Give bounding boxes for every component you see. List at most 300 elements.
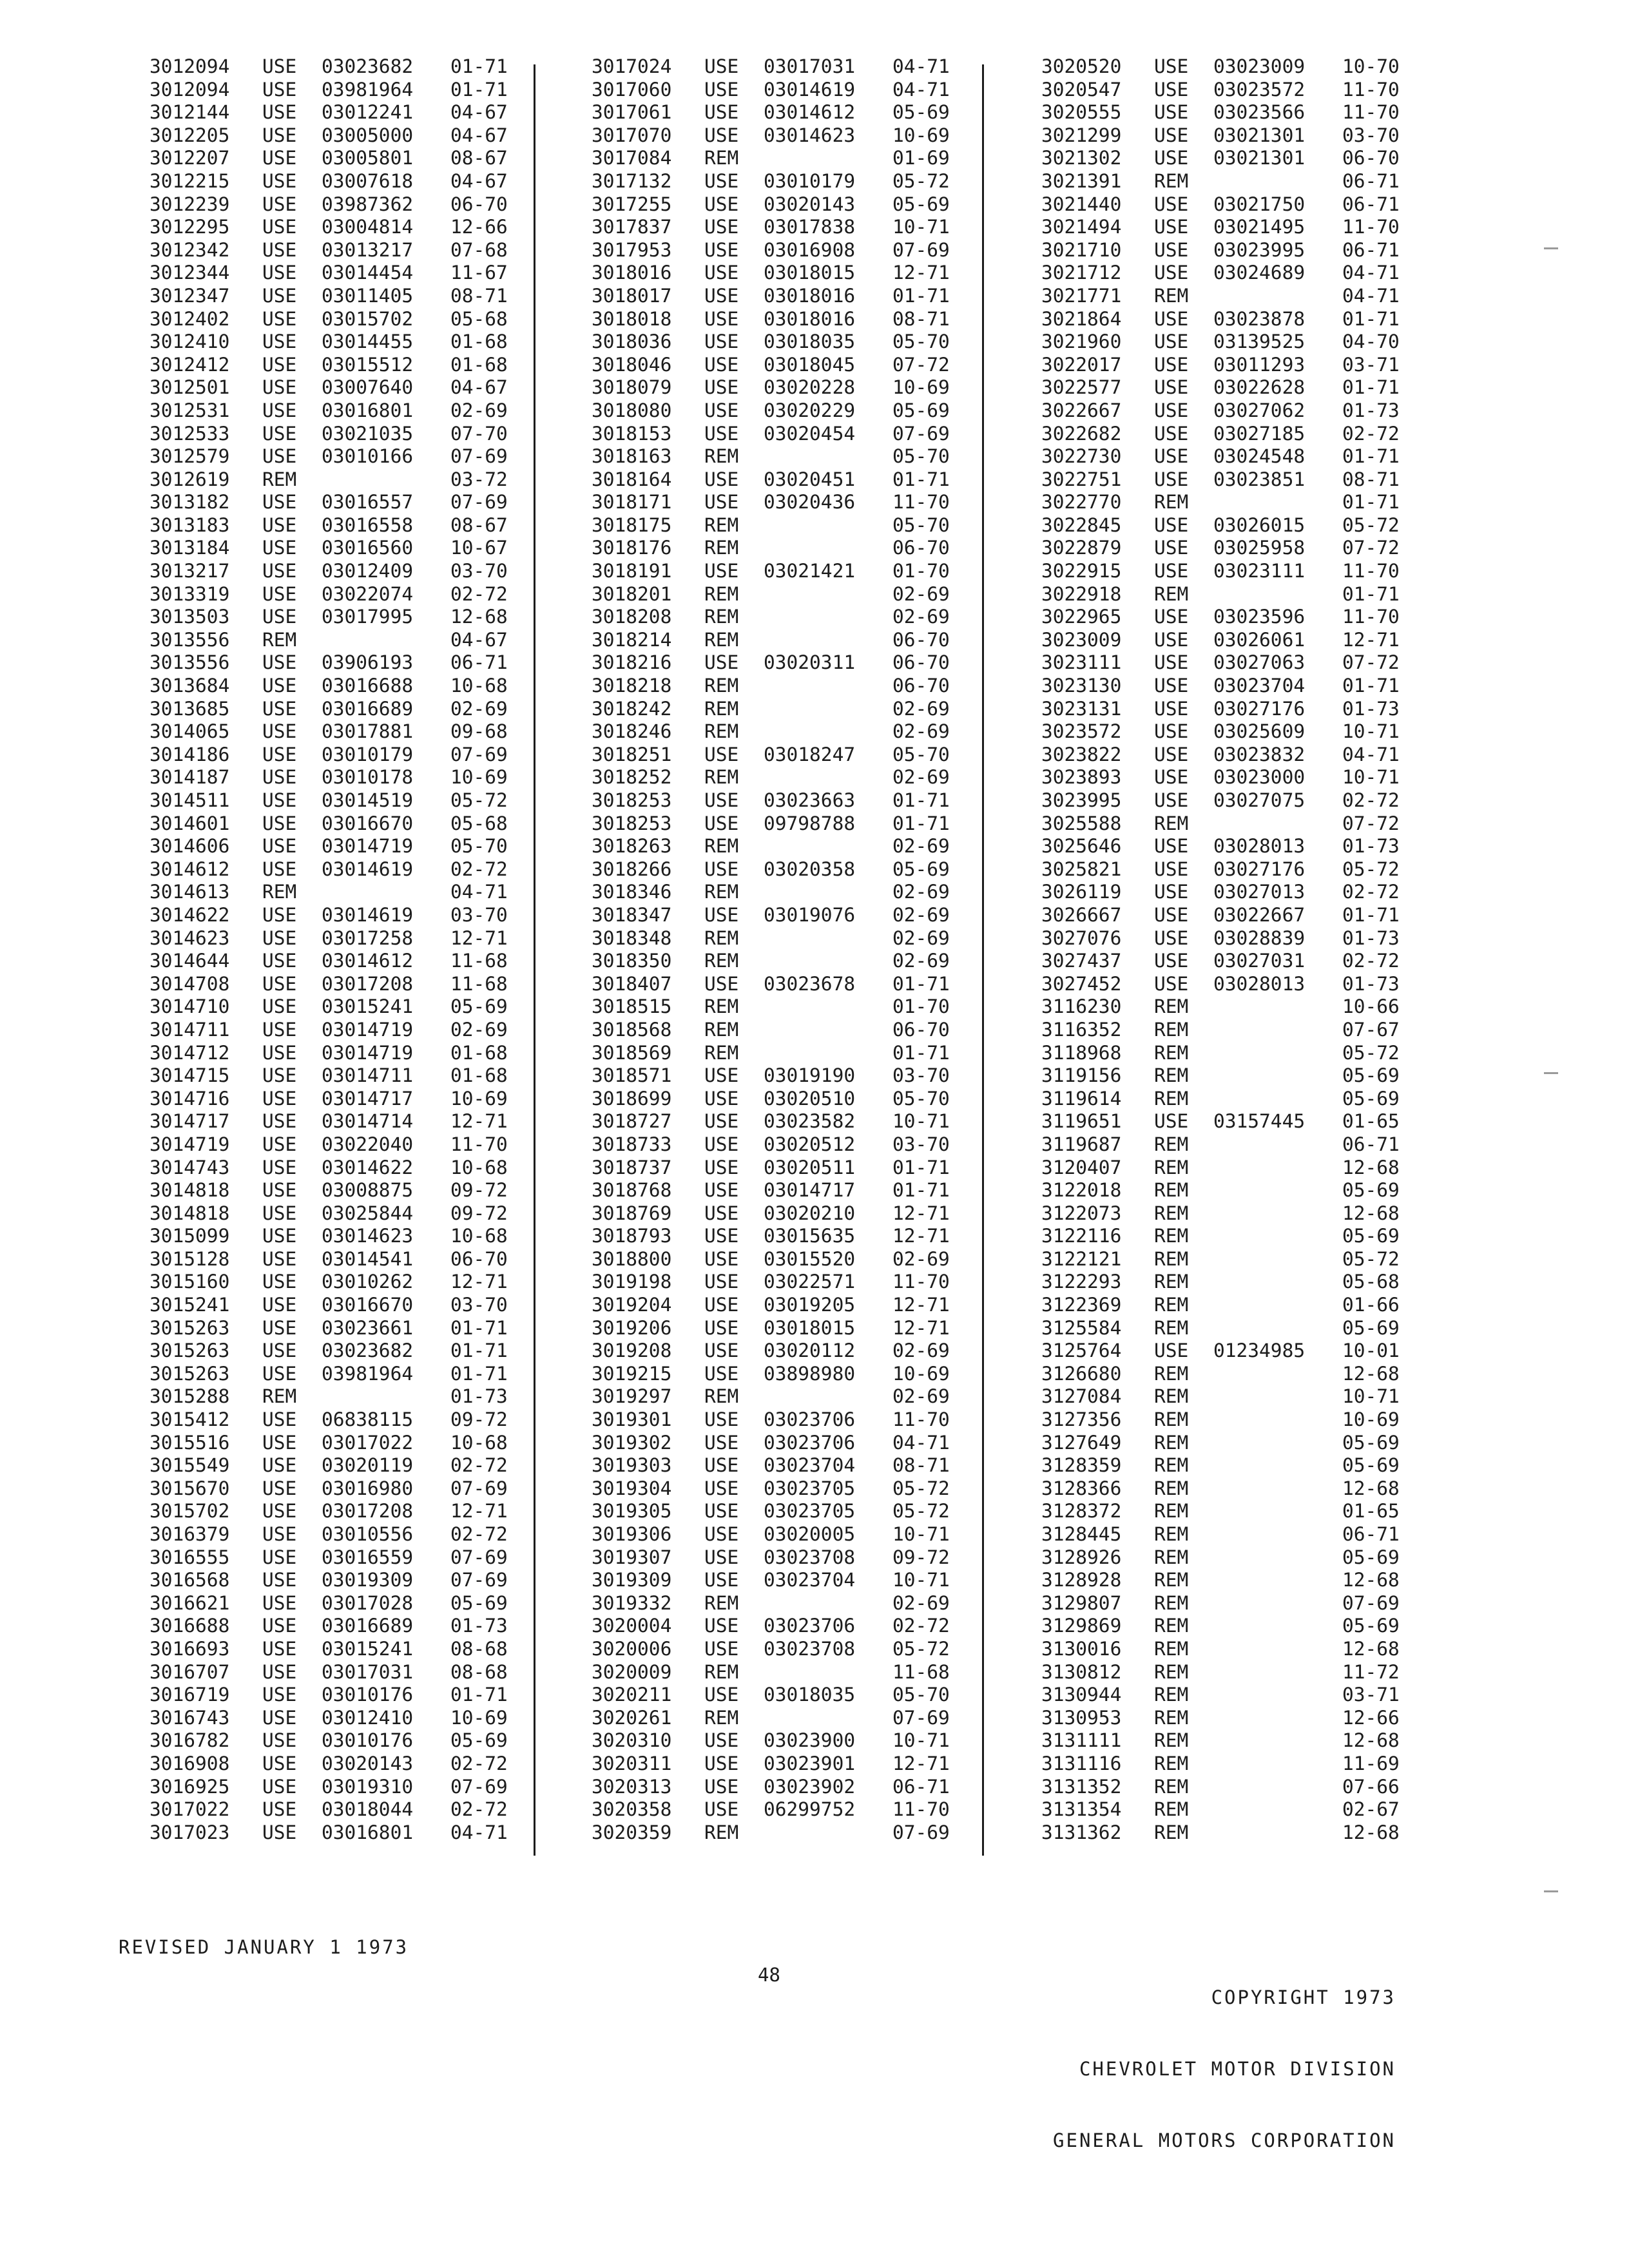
part-row: [592, 606, 963, 629]
part-row: [592, 766, 963, 789]
part-number: 3019305: [592, 1500, 672, 1523]
part-number: 3016782: [149, 1729, 230, 1752]
replacement-number: 03014714: [322, 1110, 414, 1133]
replacement-number: 03017995: [322, 606, 414, 628]
part-number: 3018046: [592, 353, 672, 376]
date-code: 11-70: [1342, 606, 1400, 628]
date-code: 10-69: [892, 376, 950, 399]
date-code: 07-72: [1342, 651, 1400, 674]
part-row: [149, 170, 521, 193]
action-code: REM: [262, 628, 297, 651]
part-number: 3023995: [1041, 789, 1122, 811]
part-row: [592, 1569, 963, 1592]
part-row: [149, 239, 521, 262]
action-code: USE: [1154, 147, 1189, 169]
part-row: [149, 1661, 521, 1684]
action-code: USE: [1154, 537, 1189, 559]
replacement-number: 03016689: [322, 697, 414, 720]
part-number: 3018768: [592, 1179, 672, 1202]
action-code: USE: [262, 972, 297, 995]
action-code: USE: [262, 238, 297, 261]
date-code: 12-71: [892, 1752, 950, 1774]
part-number: 3016707: [149, 1660, 230, 1683]
action-code: REM: [704, 1591, 739, 1614]
date-code: 06-70: [892, 675, 950, 697]
part-number: 3014623: [149, 927, 230, 949]
part-row: [1041, 468, 1413, 492]
part-number: 3023822: [1041, 743, 1122, 765]
action-code: USE: [704, 169, 739, 192]
part-number: 3128372: [1041, 1500, 1122, 1523]
replacement-number: 03025958: [1213, 537, 1306, 559]
action-code: USE: [704, 1752, 739, 1774]
part-number: 3131111: [1041, 1729, 1122, 1752]
part-number: 3022751: [1041, 468, 1122, 490]
action-code: REM: [1154, 1064, 1189, 1087]
action-code: REM: [704, 606, 739, 628]
parts-column-2: [592, 55, 963, 1844]
part-number: 3014187: [149, 766, 230, 789]
action-code: USE: [704, 331, 739, 353]
replacement-number: 03018044: [322, 1798, 414, 1821]
action-code: REM: [1154, 1133, 1189, 1155]
part-number: 3014715: [149, 1064, 230, 1087]
part-number: 3018569: [592, 1041, 672, 1064]
part-number: 3023009: [1041, 628, 1122, 651]
replacement-number: 03018045: [764, 353, 856, 376]
date-code: 02-69: [892, 927, 950, 949]
action-code: USE: [1154, 353, 1189, 376]
part-number: 3019208: [592, 1340, 672, 1362]
part-row: [1041, 354, 1413, 377]
date-code: 02-72: [892, 1615, 950, 1637]
parts-column-1: [149, 55, 521, 1844]
date-code: 02-72: [450, 858, 508, 880]
date-code: 05-69: [892, 399, 950, 421]
replacement-number: 03023901: [764, 1752, 856, 1774]
replacement-number: 03020511: [764, 1156, 856, 1178]
part-row: [1041, 216, 1413, 239]
date-code: 12-71: [450, 1271, 508, 1293]
action-code: REM: [1154, 284, 1189, 307]
part-number: 3127649: [1041, 1431, 1122, 1454]
part-row: [592, 1179, 963, 1202]
date-code: 10-71: [1342, 720, 1400, 743]
date-code: 04-71: [1342, 743, 1400, 765]
part-row: [1041, 904, 1413, 927]
part-number: 3019198: [592, 1271, 672, 1293]
replacement-number: 03017028: [322, 1591, 414, 1614]
date-code: 11-70: [892, 491, 950, 514]
part-number: 3125764: [1041, 1340, 1122, 1362]
part-row: [149, 973, 521, 996]
date-code: 10-71: [1342, 1385, 1400, 1408]
date-code: 05-70: [450, 835, 508, 858]
action-code: USE: [1154, 927, 1189, 949]
part-number: 3116230: [1041, 995, 1122, 1018]
date-code: 01-73: [450, 1615, 508, 1637]
date-code: 01-71: [892, 789, 950, 811]
part-row: [149, 1133, 521, 1157]
part-number: 3018727: [592, 1110, 672, 1133]
margin-mark: [1544, 247, 1558, 249]
replacement-number: 03020228: [764, 376, 856, 399]
date-code: 12-68: [1342, 1729, 1400, 1752]
part-number: 3015263: [149, 1340, 230, 1362]
date-code: 04-67: [450, 169, 508, 192]
action-code: REM: [1154, 1316, 1189, 1339]
part-number: 3018164: [592, 468, 672, 490]
date-code: 03-72: [450, 468, 508, 490]
part-row: [149, 376, 521, 399]
part-number: 3018191: [592, 560, 672, 582]
date-code: 04-71: [892, 55, 950, 77]
part-row: [149, 1202, 521, 1225]
part-row: [1041, 1776, 1413, 1799]
replacement-number: 03020143: [764, 193, 856, 215]
replacement-number: 03023705: [764, 1477, 856, 1499]
date-code: 01-71: [892, 1179, 950, 1202]
part-row: [1041, 1707, 1413, 1730]
part-number: 3025588: [1041, 812, 1122, 834]
date-code: 11-69: [1342, 1752, 1400, 1774]
action-code: REM: [262, 468, 297, 490]
date-code: 02-72: [1342, 881, 1400, 903]
date-code: 07-69: [892, 422, 950, 445]
action-code: REM: [1154, 1729, 1189, 1752]
action-code: USE: [262, 1546, 297, 1568]
part-row: [1041, 651, 1413, 675]
date-code: 12-71: [450, 927, 508, 949]
action-code: USE: [704, 743, 739, 765]
part-row: [149, 399, 521, 423]
part-row: [592, 560, 963, 583]
date-code: 08-67: [450, 514, 508, 536]
column-divider: [982, 64, 984, 1856]
action-code: USE: [704, 1110, 739, 1133]
part-row: [149, 1753, 521, 1776]
part-number: 3018201: [592, 582, 672, 605]
part-row: [592, 675, 963, 698]
part-number: 3120407: [1041, 1156, 1122, 1178]
action-code: USE: [704, 1729, 739, 1752]
date-code: 06-71: [892, 1775, 950, 1798]
replacement-number: 03021421: [764, 560, 856, 582]
action-code: USE: [262, 1316, 297, 1339]
date-code: 01-65: [1342, 1110, 1400, 1133]
part-row: [592, 1523, 963, 1546]
part-row: [592, 1500, 963, 1523]
replacement-number: 03027031: [1213, 950, 1306, 972]
replacement-number: 03023708: [764, 1637, 856, 1660]
action-code: REM: [1154, 1706, 1189, 1729]
date-code: 01-68: [450, 1041, 508, 1064]
date-code: 05-72: [892, 169, 950, 192]
date-code: 10-01: [1342, 1340, 1400, 1362]
date-code: 11-70: [892, 1271, 950, 1293]
action-code: USE: [262, 1798, 297, 1821]
action-code: REM: [1154, 1798, 1189, 1821]
part-number: 3021712: [1041, 262, 1122, 284]
part-row: [592, 720, 963, 744]
action-code: USE: [262, 1408, 297, 1431]
date-code: 01-71: [892, 284, 950, 307]
action-code: USE: [704, 1477, 739, 1499]
part-row: [1041, 1340, 1413, 1363]
replacement-number: 03021750: [1213, 193, 1306, 215]
part-row: [149, 262, 521, 285]
part-row: [149, 1179, 521, 1202]
date-code: 07-69: [450, 1775, 508, 1798]
part-row: [592, 835, 963, 858]
part-number: 3014719: [149, 1133, 230, 1155]
action-code: USE: [704, 1294, 739, 1316]
part-row: [1041, 285, 1413, 308]
action-code: REM: [704, 1041, 739, 1064]
part-row: [149, 1798, 521, 1821]
part-row: [592, 170, 963, 193]
part-number: 3122018: [1041, 1179, 1122, 1202]
part-number: 3012402: [149, 307, 230, 330]
action-code: USE: [1154, 101, 1189, 124]
action-code: USE: [1154, 376, 1189, 399]
part-number: 3020311: [592, 1752, 672, 1774]
action-code: REM: [1154, 1500, 1189, 1523]
part-row: [149, 308, 521, 331]
date-code: 01-71: [892, 972, 950, 995]
action-code: USE: [704, 1798, 739, 1821]
part-row: [149, 698, 521, 721]
replacement-number: 03022667: [1213, 903, 1306, 926]
part-number: 3016555: [149, 1546, 230, 1568]
replacement-number: 03014717: [764, 1179, 856, 1202]
action-code: USE: [1154, 1110, 1189, 1133]
action-code: USE: [262, 606, 297, 628]
date-code: 02-69: [892, 1591, 950, 1614]
replacement-number: 03010556: [322, 1523, 414, 1545]
part-row: [1041, 973, 1413, 996]
replacement-number: 03024689: [1213, 262, 1306, 284]
action-code: USE: [262, 835, 297, 858]
date-code: 02-69: [892, 835, 950, 858]
replacement-number: 03026061: [1213, 628, 1306, 651]
replacement-number: 03010262: [322, 1271, 414, 1293]
date-code: 05-69: [1342, 1316, 1400, 1339]
replacement-number: 03987362: [322, 193, 414, 215]
replacement-number: 03023704: [1213, 675, 1306, 697]
replacement-number: 06299752: [764, 1798, 856, 1821]
part-row: [1041, 675, 1413, 698]
action-code: USE: [262, 78, 297, 101]
date-code: 06-70: [892, 1018, 950, 1041]
action-code: USE: [1154, 422, 1189, 445]
date-code: 04-70: [1342, 331, 1400, 353]
replacement-number: 03026015: [1213, 514, 1306, 536]
date-code: 11-67: [450, 262, 508, 284]
replacement-number: 03017031: [322, 1660, 414, 1683]
part-number: 3012412: [149, 353, 230, 376]
replacement-number: 03012241: [322, 101, 414, 124]
part-number: 3017070: [592, 124, 672, 146]
replacement-number: 03010178: [322, 766, 414, 789]
part-row: [592, 1271, 963, 1294]
replacement-number: 03906193: [322, 651, 414, 674]
replacement-number: 03005000: [322, 124, 414, 146]
date-code: 06-71: [1342, 193, 1400, 215]
replacement-number: 03022628: [1213, 376, 1306, 399]
action-code: USE: [262, 1500, 297, 1523]
part-row: [149, 1248, 521, 1271]
action-code: REM: [1154, 1569, 1189, 1591]
date-code: 01-71: [892, 1156, 950, 1178]
part-number: 3016688: [149, 1615, 230, 1637]
part-number: 3018017: [592, 284, 672, 307]
part-row: [149, 812, 521, 836]
replacement-number: 03014719: [322, 835, 414, 858]
part-row: [149, 1638, 521, 1661]
replacement-number: 03015520: [764, 1247, 856, 1270]
part-row: [1041, 79, 1413, 102]
action-code: REM: [1154, 1179, 1189, 1202]
part-number: 3026119: [1041, 881, 1122, 903]
action-code: USE: [1154, 193, 1189, 215]
part-row: [1041, 950, 1413, 973]
date-code: 02-69: [892, 766, 950, 789]
part-number: 3020211: [592, 1684, 672, 1706]
part-row: [1041, 147, 1413, 170]
date-code: 05-70: [892, 1684, 950, 1706]
part-number: 3122369: [1041, 1294, 1122, 1316]
part-number: 3022845: [1041, 514, 1122, 536]
date-code: 10-69: [892, 124, 950, 146]
part-number: 3023130: [1041, 675, 1122, 697]
part-number: 3016925: [149, 1775, 230, 1798]
date-code: 04-71: [450, 881, 508, 903]
part-row: [149, 537, 521, 560]
part-number: 3018348: [592, 927, 672, 949]
part-row: [1041, 1684, 1413, 1707]
part-row: [149, 147, 521, 170]
replacement-number: 03157445: [1213, 1110, 1306, 1133]
part-row: [1041, 376, 1413, 399]
replacement-number: 03018016: [764, 284, 856, 307]
date-code: 10-71: [892, 1110, 950, 1133]
part-number: 3014716: [149, 1087, 230, 1110]
part-number: 3014612: [149, 858, 230, 880]
part-number: 3018208: [592, 606, 672, 628]
part-number: 3026667: [1041, 903, 1122, 926]
date-code: 09-72: [450, 1179, 508, 1202]
replacement-number: 03007618: [322, 169, 414, 192]
action-code: REM: [1154, 1018, 1189, 1041]
action-code: USE: [262, 147, 297, 169]
part-row: [592, 1294, 963, 1317]
part-row: [149, 1500, 521, 1523]
part-number: 3022577: [1041, 376, 1122, 399]
part-number: 3012205: [149, 124, 230, 146]
part-row: [1041, 1385, 1413, 1408]
action-code: REM: [1154, 1546, 1189, 1568]
action-code: USE: [262, 399, 297, 421]
part-number: 3126680: [1041, 1362, 1122, 1385]
date-code: 10-68: [450, 675, 508, 697]
part-number: 3127084: [1041, 1385, 1122, 1408]
part-number: 3020547: [1041, 78, 1122, 101]
action-code: REM: [1154, 1615, 1189, 1637]
part-number: 3131362: [1041, 1821, 1122, 1843]
part-row: [1041, 262, 1413, 285]
action-code: USE: [704, 789, 739, 811]
part-number: 3018350: [592, 950, 672, 972]
replacement-number: 03027062: [1213, 399, 1306, 421]
part-row: [1041, 1363, 1413, 1386]
action-code: USE: [262, 1454, 297, 1477]
date-code: 02-72: [450, 1523, 508, 1545]
replacement-number: 03023706: [764, 1615, 856, 1637]
action-code: REM: [1154, 1202, 1189, 1224]
replacement-number: 03023566: [1213, 101, 1306, 124]
part-number: 3122121: [1041, 1247, 1122, 1270]
replacement-number: 03028013: [1213, 972, 1306, 995]
date-code: 08-68: [450, 1660, 508, 1683]
part-row: [149, 124, 521, 148]
part-number: 3027437: [1041, 950, 1122, 972]
action-code: REM: [1154, 1523, 1189, 1545]
part-row: [592, 1638, 963, 1661]
date-code: 07-72: [1342, 537, 1400, 559]
date-code: 02-72: [1342, 950, 1400, 972]
date-code: 01-71: [450, 78, 508, 101]
date-code: 02-67: [1342, 1798, 1400, 1821]
action-code: REM: [704, 1821, 739, 1843]
action-code: REM: [1154, 1454, 1189, 1477]
replacement-number: 03016558: [322, 514, 414, 536]
part-row: [149, 744, 521, 767]
action-code: USE: [262, 55, 297, 77]
part-number: 3014818: [149, 1179, 230, 1202]
action-code: USE: [704, 284, 739, 307]
date-code: 10-70: [1342, 55, 1400, 77]
date-code: 05-68: [450, 307, 508, 330]
replacement-number: 03022074: [322, 582, 414, 605]
part-number: 3125584: [1041, 1316, 1122, 1339]
part-number: 3018018: [592, 307, 672, 330]
replacement-number: 03014519: [322, 789, 414, 811]
part-number: 3016693: [149, 1637, 230, 1660]
date-code: 06-70: [892, 651, 950, 674]
part-row: [1041, 560, 1413, 583]
part-number: 3025646: [1041, 835, 1122, 858]
date-code: 04-67: [450, 628, 508, 651]
date-code: 05-70: [892, 743, 950, 765]
date-code: 05-69: [1342, 1087, 1400, 1110]
date-code: 04-71: [450, 1821, 508, 1843]
action-code: USE: [1154, 766, 1189, 789]
date-code: 01-71: [1342, 376, 1400, 399]
action-code: USE: [262, 1477, 297, 1499]
action-code: REM: [704, 445, 739, 468]
date-code: 05-69: [892, 193, 950, 215]
action-code: USE: [262, 766, 297, 789]
action-code: USE: [704, 1684, 739, 1706]
replacement-number: 03021495: [1213, 216, 1306, 238]
part-row: [1041, 1615, 1413, 1638]
date-code: 04-67: [450, 124, 508, 146]
date-code: 01-71: [1342, 491, 1400, 514]
action-code: USE: [704, 1087, 739, 1110]
part-number: 3015288: [149, 1385, 230, 1408]
action-code: USE: [704, 307, 739, 330]
